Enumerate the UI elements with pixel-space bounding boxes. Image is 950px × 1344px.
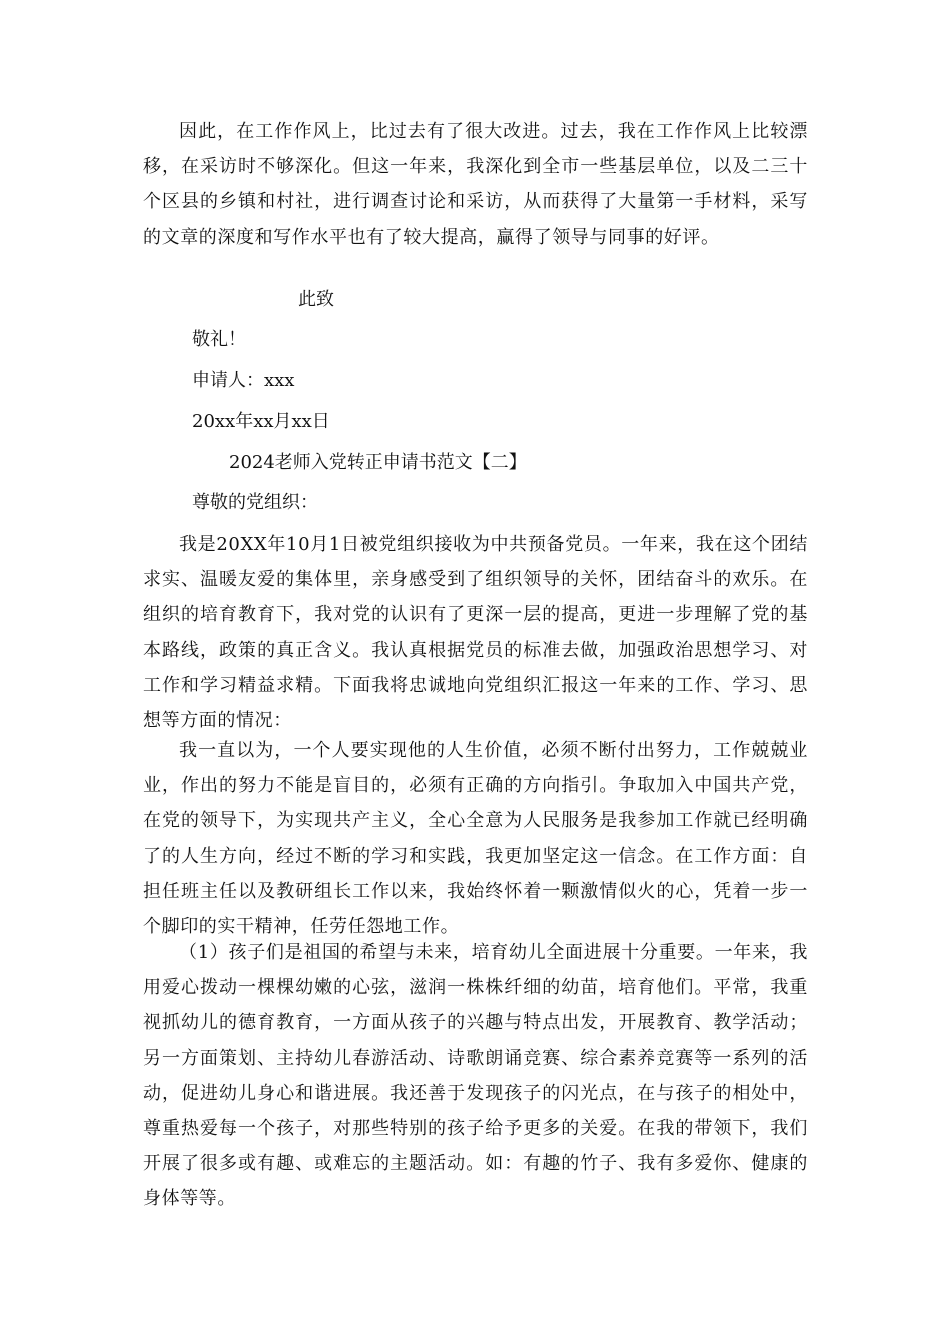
- date-line: 20xx年xx月xx日: [192, 411, 330, 432]
- paragraph-intro: 我是20XX年10月1日被党组织接收为中共预备党员。一年来，我在这个团结求实、温暖友爱的集体里，亲身感受到了组织领导的关怀，团结奋斗的欢乐。在组织的培育教育下，我对党的认识有了更深一层的提高，更进一步理解了党的基本路线，政策的真正含义。我认真根据党员的标准去做，加强政治思想学习、对工作和学习精益求精。下面我将忠诚地向党组织汇报这一年来的工作、学习、思想等方面的情况：: [143, 534, 808, 732]
- paragraph-belief: 我一直以为，一个人要实现他的人生价值，必须不断付出努力，工作兢兢业业，作出的努力不能是盲目的，必须有正确的方向指引。争取加入中国共产党，在党的领导下，为实现共产主义，全心全意为人民服务是我参加工作就已经明确了的人生方向，经过不断的学习和实践，我更加坚定这一信念。在工作方面：自担任班主任以及教研组长工作以来，我始终怀着一颗激情似火的心，凭着一步一个脚印的实干精神，任劳任怨地工作。: [143, 740, 808, 938]
- paragraph-work-style: 因此，在工作作风上，比过去有了很大改进。过去，我在工作作风上比较漂移，在采访时不够深化。但这一年来，我深化到全市一些基层单位，以及二三十个区县的乡镇和村社，进行调查讨论和采访，从而获得了大量第一手材料，采写的文章的深度和写作水平也有了较大提高，赢得了领导与同事的好评。: [143, 121, 808, 248]
- closing-jing-li: 敬礼！: [192, 329, 246, 350]
- paragraph-item-1: （1）孩子们是祖国的希望与未来，培育幼儿全面进展十分重要。一年来，我用爱心拨动一棵棵幼嫩的心弦，滋润一株株纤细的幼苗，培育他们。平常，我重视抓幼儿的德育教育，一方面从孩子的兴趣与特点出发，开展教育、教学活动；另一方面策划、主持幼儿春游活动、诗歌朗诵竞赛、综合素养竞赛等一系列的活动，促进幼儿身心和谐进展。我还善于发现孩子的闪光点，在与孩子的相处中，尊重热爱每一个孩子，对那些特别的孩子给予更多的关爱。在我的带领下，我们开展了很多或有趣、或难忘的主题活动。如：有趣的竹子、我有多爱你、健康的身体等等。: [143, 942, 808, 1210]
- section-title: 2024老师入党转正申请书范文【二】: [229, 452, 527, 473]
- closing-ci-zhi: 此致: [298, 289, 334, 310]
- applicant-line: 申请人：xxx: [192, 370, 295, 391]
- salutation: 尊敬的党组织：: [192, 492, 318, 513]
